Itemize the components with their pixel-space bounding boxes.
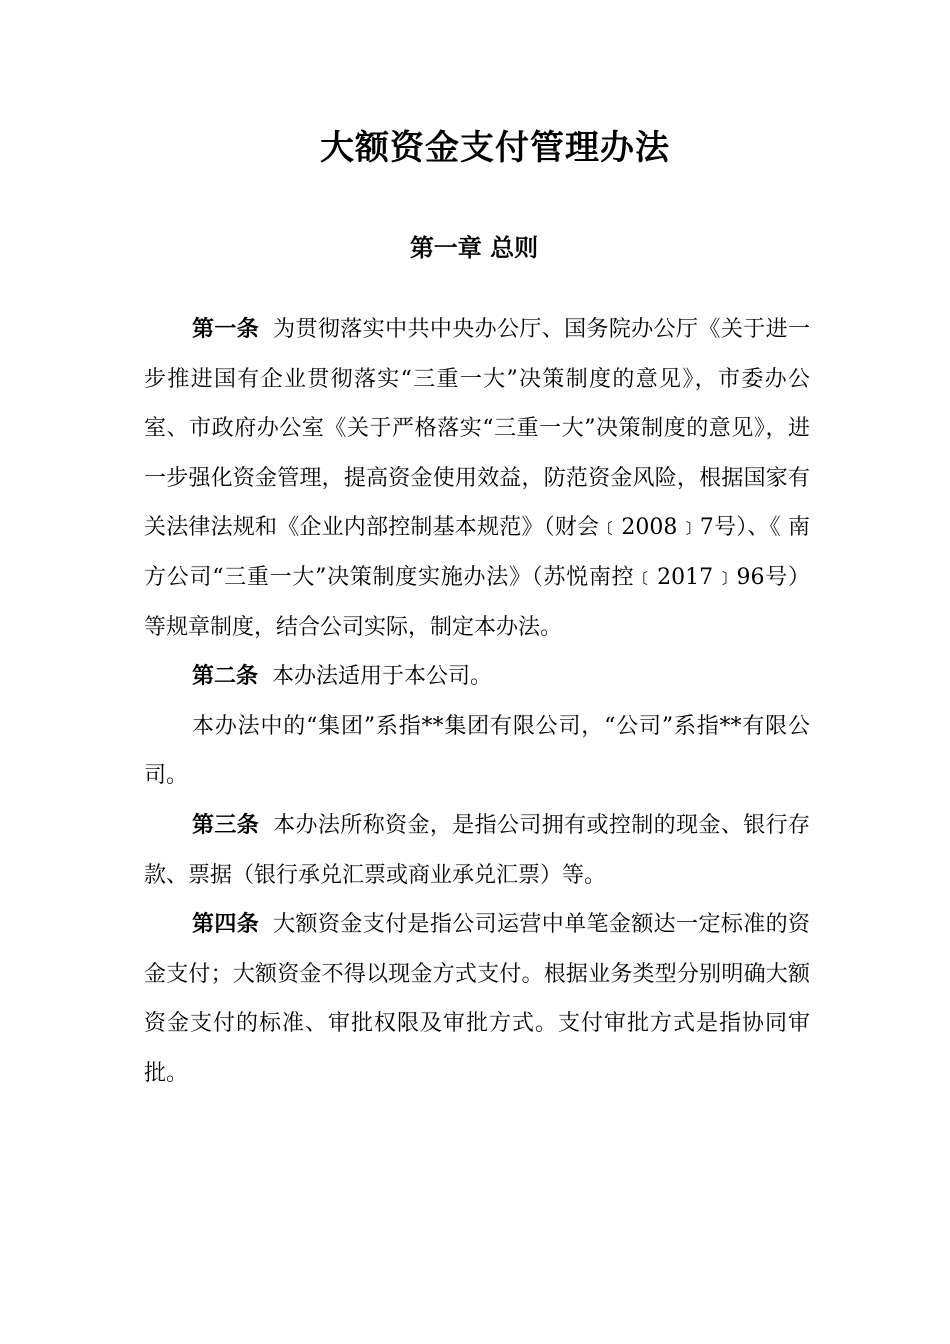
article-text: 本办法所称资金，是指公司拥有或控制的现金、银行存款、票据（银行承兑汇票或商业承兑汇票）等。 xyxy=(144,812,810,888)
article-4-paragraph xyxy=(144,900,810,1098)
document-title: 大额资金支付管理办法 xyxy=(320,128,670,168)
paragraph-text: 本办法中的“集团”系指**集团有限公司，“公司”系指**有限公司。 xyxy=(144,713,810,789)
article-text: 大额资金支付是指公司运营中单笔金额达一定标准的资金支付；大额资金不得以现金方式支付。根据业务类型分别明确大额资金支付的标准、审批权限及审批方式。支付审批方式是指协同审批。 xyxy=(144,912,810,1086)
article-number: 第一条 xyxy=(192,317,260,342)
article-text: 本办法适用于本公司。 xyxy=(272,664,493,690)
article-text: 为贯彻落实中共中央办公厅、国务院办公厅《关于进一步推进国有企业贯彻落实“三重一大”决策制度的意见》，市委办公室、市政府办公室《关于严格落实“三重一大”决策制度的意见》，进一步强化资金管理，提高资金使用效益，防范资金风险，根据国家有关法律法规和《企业内部控制基本规范》（财会﹝2008﹞7号）、《 南方公司“三重一大”决策制度实施办法》（苏悦南控﹝2017﹞96号）等规章制度，结合公司实际，制定本办法。 xyxy=(144,317,810,640)
article-number: 第三条 xyxy=(192,812,260,838)
article-1-paragraph xyxy=(144,305,810,652)
document-body xyxy=(144,305,810,1099)
article-2-paragraph xyxy=(144,652,810,702)
chapter-heading: 第一章 总则 xyxy=(409,234,539,262)
article-number: 第二条 xyxy=(192,664,259,690)
article-number: 第四条 xyxy=(192,912,260,938)
article-3-paragraph xyxy=(144,801,810,900)
definition-paragraph xyxy=(144,702,810,801)
